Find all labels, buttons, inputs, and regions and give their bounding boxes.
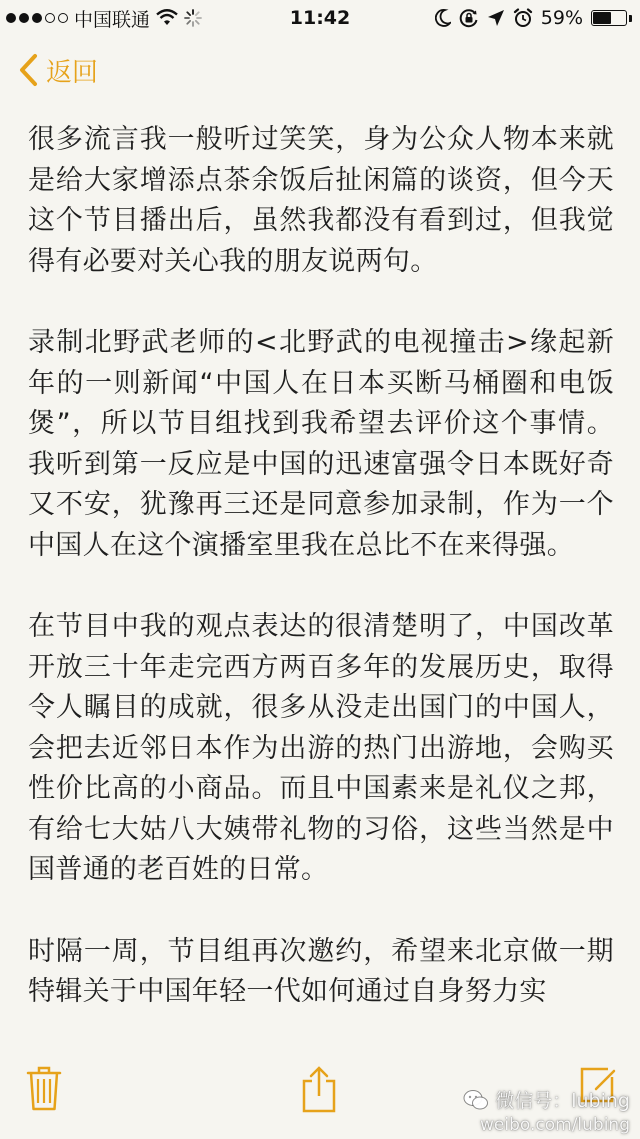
loading-spinner-icon bbox=[184, 9, 202, 27]
signal-dot bbox=[32, 13, 42, 23]
bottom-toolbar bbox=[0, 1053, 640, 1139]
location-arrow-icon bbox=[487, 9, 505, 27]
note-paragraph: 录制北野武老师的<北野武的电视撞击>缘起新年的一则新闻“中国人在日本买断马桶圈和电饭煲”，所以节目组找到我希望去评价这个事情。我听到第一反应是中国的迅速富强令日本既好奇又不安，犹豫再三还是同意参加录制，作为一个中国人在这个演播室里我在总比不在来得强。 bbox=[28, 327, 614, 561]
note-paragraph: 在节目中我的观点表达的很清楚明了，中国改革开放三十年走完西方两百多年的发展历史，取得令人瞩目的成就，很多从没走出国门的中国人，会把去近邻日本作为出游的热门出游地，会购买性价比高的小商品。而且中国素来是礼仪之邦，有给七大姑八大姨带礼物的习俗，这些当然是中国普通的老百姓的日常。 bbox=[28, 611, 614, 885]
weibo-watermark bbox=[463, 1086, 630, 1135]
status-bar bbox=[0, 0, 640, 36]
wifi-icon bbox=[156, 9, 178, 27]
battery-icon bbox=[591, 10, 627, 26]
carrier-name: 中国联通 bbox=[74, 8, 151, 31]
battery-percent: 59% bbox=[540, 7, 583, 29]
watermark-url: weibo.com/lubing bbox=[480, 1115, 630, 1135]
wechat-icon bbox=[463, 1089, 489, 1111]
battery-tip bbox=[629, 15, 632, 22]
back-label: 返回 bbox=[46, 57, 99, 88]
note-paragraph: 时隔一周，节目组再次邀约，希望来北京做一期特辑关于中国年轻一代如何通过自身努力实 bbox=[28, 935, 614, 1007]
signal-dot-empty bbox=[58, 13, 68, 23]
note-body[interactable] bbox=[28, 120, 614, 1054]
moon-icon bbox=[435, 9, 451, 27]
nav-bar bbox=[0, 40, 640, 100]
note-paragraph: 很多流言我一般听过笑笑，身为公众人物本来就是给大家增添点茶余饭后扯闲篇的谈资，但今天这个节目播出后，虽然我都没有看到过，但我觉得有必要对关心我的朋友说两句。 bbox=[28, 124, 614, 277]
signal-dot-empty bbox=[45, 13, 55, 23]
share-icon[interactable] bbox=[300, 1065, 338, 1113]
signal-dot bbox=[6, 13, 16, 23]
status-time: 11:42 bbox=[289, 7, 351, 29]
battery-level bbox=[593, 12, 611, 24]
signal-strength-icon bbox=[6, 13, 68, 23]
alarm-icon bbox=[513, 8, 533, 28]
rotation-lock-icon bbox=[459, 8, 479, 28]
status-right bbox=[435, 7, 640, 29]
status-left bbox=[0, 5, 202, 32]
signal-dot bbox=[19, 13, 29, 23]
trash-icon[interactable] bbox=[26, 1065, 62, 1111]
watermark-text: 微信号：lubing bbox=[495, 1090, 630, 1112]
chevron-left-icon bbox=[18, 53, 38, 87]
watermark-line1 bbox=[463, 1086, 630, 1113]
back-button[interactable] bbox=[0, 52, 98, 89]
